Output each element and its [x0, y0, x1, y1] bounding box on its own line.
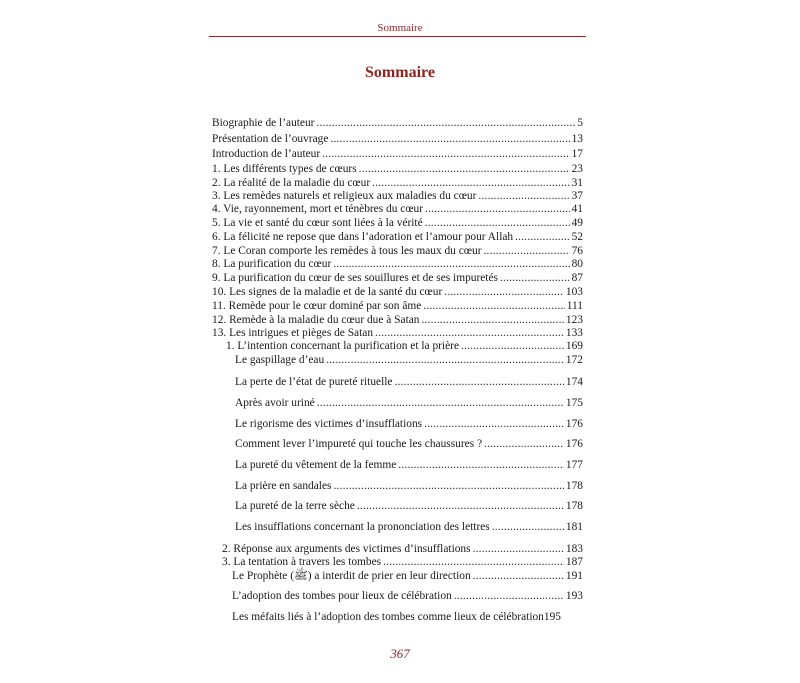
toc-entry: [235, 397, 583, 410]
toc-entry-page: 133: [565, 327, 583, 339]
toc-leader: [515, 231, 569, 244]
toc-leader: [484, 438, 564, 451]
toc-entry-title: 2. La réalité de la maladie du cœur: [212, 177, 371, 189]
toc-entry-page: 76: [571, 245, 583, 257]
toc-leader: [425, 217, 570, 230]
toc-entry-title: La perte de l’état de pureté rituelle: [235, 376, 393, 388]
toc-entry-title: 9. La purification du cœur de ses souillures et de ses impuretés: [212, 272, 498, 284]
toc-entry-title: 1. L’intention concernant la purification et la prière: [226, 340, 459, 352]
toc-entry-title: La pureté de la terre sèche: [235, 500, 355, 512]
toc-entry: [212, 258, 583, 271]
toc-entry-title: Le Prophète (ﷺ) a interdit de prier en leur direction: [232, 570, 471, 582]
toc-entry: [212, 190, 583, 203]
toc-entry-title: 5. La vie et santé du cœur sont liées à la vérité: [212, 217, 423, 229]
toc-entry-page: 187: [565, 556, 583, 568]
toc-entry-page: 123: [565, 314, 583, 326]
toc-entry-title: Le gaspillage d’eau: [235, 354, 325, 366]
toc-entry-page: 80: [571, 258, 583, 270]
toc-entry: [212, 148, 583, 161]
toc-entry-page: 169: [565, 340, 583, 352]
toc-leader: [425, 203, 570, 216]
toc-entry: [232, 570, 583, 583]
toc-entry: [235, 354, 583, 367]
toc-entry-page: 174: [565, 376, 583, 388]
toc-leader: [326, 354, 564, 367]
toc-entry-page: 17: [571, 148, 583, 160]
toc-leader: [357, 500, 564, 513]
toc-entry-title: 4. Vie, rayonnement, mort et ténèbres du cœur: [212, 203, 424, 215]
toc-leader: [444, 286, 564, 299]
toc-entry-page: 5: [577, 117, 583, 129]
toc-entry-title: 3. Les remèdes naturels et religieux aux maladies du cœur: [212, 190, 477, 202]
toc-entry-title: 12. Remède à la maladie du cœur due à Satan: [212, 314, 420, 326]
toc-entry-page: 52: [571, 231, 583, 243]
toc-entry-title: La prière en sandales: [235, 480, 332, 492]
toc-entry-page: 176: [565, 438, 583, 450]
toc-entry-title: Introduction de l’auteur: [212, 148, 321, 160]
running-header: Sommaire: [377, 22, 423, 34]
toc-entry-title: 10. Les signes de la maladie et de la santé du cœur: [212, 286, 443, 298]
toc-entry-page: 176: [565, 418, 583, 430]
page-title: Sommaire: [365, 64, 435, 81]
toc-entry: [235, 376, 583, 389]
toc-entry-title: Présentation de l’ouvrage: [212, 133, 329, 145]
toc-entry: [212, 286, 583, 299]
toc-entry: [235, 500, 583, 513]
toc-entry: [235, 521, 583, 534]
toc-entry-page: 49: [571, 217, 583, 229]
toc-entry-title: 6. La félicité ne repose que dans l’adoration et l’amour pour Allah: [212, 231, 514, 243]
toc-entry-page: 37: [571, 190, 583, 202]
toc-leader: [492, 521, 564, 534]
toc-entry-title: L’adoption des tombes pour lieux de célébration: [232, 590, 452, 602]
toc-leader: [478, 190, 569, 203]
toc-entry-title: 3. La tentation à travers les tombes: [222, 556, 382, 568]
toc-entry: [212, 314, 583, 327]
toc-entry-page: 178: [565, 480, 583, 492]
toc-entry-page: 195: [543, 611, 561, 623]
toc-entry: [212, 245, 583, 258]
toc-entry-page: 175: [565, 397, 583, 409]
toc-entry-title: 1. Les différents types de cœurs: [212, 163, 357, 175]
toc-leader: [454, 590, 564, 603]
toc-entry-title: Les méfaits liés à l’adoption des tombes comme lieux de célébration: [232, 611, 544, 623]
toc-entry-title: La pureté du vêtement de la femme: [235, 459, 397, 471]
toc-leader: [375, 327, 564, 340]
toc-leader: [398, 459, 564, 472]
toc-leader: [484, 245, 570, 258]
toc-leader: [424, 418, 564, 431]
toc-entry-page: 111: [566, 300, 583, 312]
toc-leader: [473, 570, 564, 583]
toc-leader: [316, 117, 575, 130]
toc-entry: [222, 556, 583, 569]
toc-leader: [473, 543, 564, 556]
toc-leader: [333, 480, 563, 493]
toc-leader: [394, 376, 563, 389]
toc-entry-title: 13. Les intrigues et pièges de Satan: [212, 327, 374, 339]
toc-entry: [235, 480, 583, 493]
toc-leader: [322, 148, 569, 161]
toc-entry-title: Les insufflations concernant la prononciation des lettres: [235, 521, 490, 533]
toc-entry-page: 13: [571, 133, 583, 145]
toc-entry-title: 8. La purification du cœur: [212, 258, 332, 270]
toc-entry-title: 7. Le Coran comporte les remèdes à tous les maux du cœur: [212, 245, 482, 257]
toc-entry: [212, 177, 583, 190]
toc-entry-page: 87: [571, 272, 583, 284]
toc-entry: [226, 340, 583, 353]
toc-entry-page: 193: [565, 590, 583, 602]
toc-entry-page: 172: [565, 354, 583, 366]
toc-entry-page: 103: [565, 286, 583, 298]
toc-entry: [235, 418, 583, 431]
toc-leader: [500, 272, 570, 285]
toc-entry-page: 177: [565, 459, 583, 471]
toc-entry-page: 23: [571, 163, 583, 175]
toc-entry: [235, 459, 583, 472]
toc-entry-title: 11. Remède pour le cœur dominé par son âme: [212, 300, 422, 312]
toc-entry: [212, 327, 583, 340]
toc-entry-page: 41: [571, 203, 583, 215]
page-number: 367: [390, 646, 410, 661]
toc-entry-page: 191: [565, 570, 583, 582]
toc-leader: [333, 258, 569, 271]
toc-entry-page: 31: [571, 177, 583, 189]
toc-entry: [235, 438, 583, 451]
toc-leader: [461, 340, 564, 353]
toc-leader: [359, 163, 570, 176]
toc-leader: [372, 177, 569, 190]
toc-entry-title: Biographie de l’auteur: [212, 117, 315, 129]
toc-entry: [212, 300, 583, 313]
toc-entry-title: 2. Réponse aux arguments des victimes d’insufflations: [222, 543, 471, 555]
toc-entry: [212, 203, 583, 216]
toc-entry: [222, 543, 583, 556]
toc-leader: [317, 397, 564, 410]
toc-entry: [212, 163, 583, 176]
toc-entry-page: 181: [565, 521, 583, 533]
toc-entry-title: Le rigorisme des victimes d’insufflations: [235, 418, 423, 430]
toc-leader: [330, 133, 569, 146]
toc-entry-page: 183: [565, 543, 583, 555]
toc-entry-title: Comment lever l’impureté qui touche les chaussures ?: [235, 438, 483, 450]
toc-entry: [212, 217, 583, 230]
toc-entry: [212, 117, 583, 130]
toc-entry-title: Après avoir uriné: [235, 397, 315, 409]
toc-leader: [421, 314, 563, 327]
toc-entry: [232, 611, 583, 624]
toc-leader: [423, 300, 564, 313]
toc-entry-page: 178: [565, 500, 583, 512]
toc-entry: [212, 133, 583, 146]
toc-entry: [232, 590, 583, 603]
toc-entry: [212, 272, 583, 285]
toc-leader: [383, 556, 564, 569]
toc-entry: [212, 231, 583, 244]
